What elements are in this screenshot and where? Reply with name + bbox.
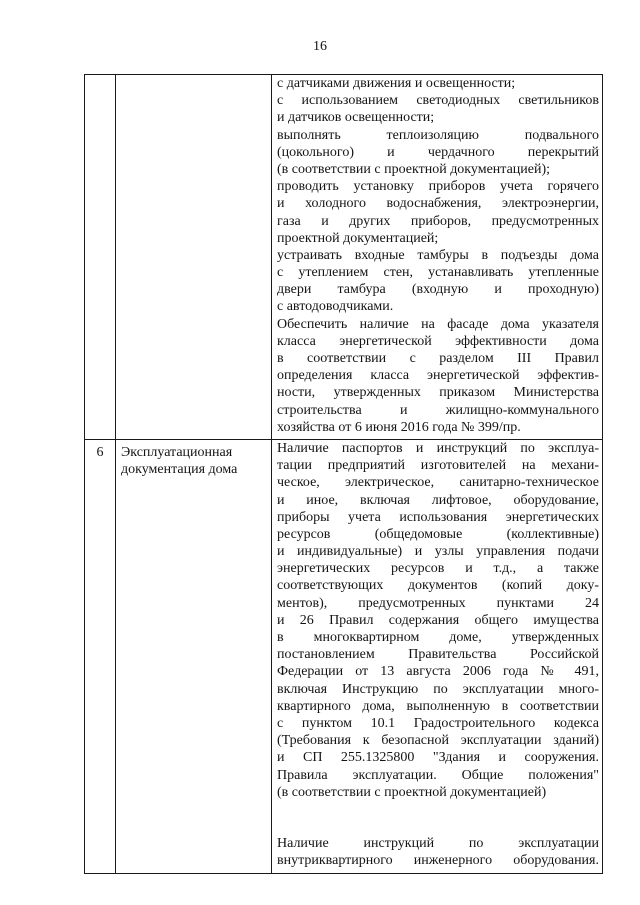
content-line: приборы учета использования энергетических bbox=[277, 509, 599, 525]
content-line: строительства и жилищно-коммунального bbox=[277, 402, 599, 418]
content-line: и СП 255.1325800 "Здания и сооружения. bbox=[277, 750, 599, 766]
paragraph-spacer bbox=[277, 801, 599, 818]
table-body bbox=[85, 75, 603, 874]
content-line: в соответствии с разделом III Правил bbox=[277, 351, 599, 366]
content-line: с утеплением стен, устанавливать утепленные bbox=[277, 265, 599, 281]
row-title-line: Эксплуатационная bbox=[121, 444, 233, 460]
content-line: Наличие инструкций по эксплуатации bbox=[277, 836, 599, 852]
content-line: ментов), предусмотренных пунктами 24 bbox=[277, 595, 599, 611]
content-line: устраивать входные тамбуры в подъезды дома bbox=[277, 247, 599, 263]
content-line: ческое, электрическое, санитарно-техническое bbox=[277, 475, 599, 491]
content-line: (Требования к безопасной эксплуатации зданий) bbox=[277, 733, 599, 749]
content-line: Федерации от 13 августа 2006 года № 491, bbox=[277, 664, 599, 680]
content-line: и холодного водоснабжения, электроэнергии, bbox=[277, 196, 599, 212]
content-line: проводить установку приборов учета горячего bbox=[277, 179, 599, 195]
table-row bbox=[85, 439, 603, 873]
row-number: 6 bbox=[96, 444, 104, 460]
content-line: с датчиками движения и освещенности; bbox=[277, 76, 516, 91]
content-line: в многоквартирном доме, утвержденных bbox=[277, 630, 599, 645]
content-line: ресурсов (общедомовые (коллективные) bbox=[277, 526, 599, 542]
content-line: и датчиков освещенности; bbox=[277, 110, 435, 126]
content-line: постановлением Правительства Российской bbox=[277, 647, 599, 663]
content-line: ности, утвержденных приказом Министерства bbox=[277, 385, 599, 401]
requirements-table bbox=[84, 74, 603, 874]
row-title-cell bbox=[116, 75, 272, 440]
content-line: и иное, включая лифтовое, оборудование, bbox=[277, 492, 599, 508]
content-line: и 26 Правил содержания общего имущества bbox=[277, 612, 599, 628]
content-paragraph bbox=[277, 440, 599, 801]
row-number-cell bbox=[85, 439, 116, 873]
content-line: проектной документацией; bbox=[277, 230, 439, 246]
content-line: и индивидуальные) и узлы управления подачи bbox=[277, 544, 599, 560]
row-title-line: документация дома bbox=[121, 462, 238, 478]
content-line: (в соответствии с проектной документацией); bbox=[277, 161, 551, 177]
content-paragraph bbox=[277, 835, 599, 869]
content-line: с использованием светодиодных светильников bbox=[277, 93, 599, 109]
content-line: тации предприятий изготовителей на механи- bbox=[277, 458, 599, 474]
content-line: Правила эксплуатации. Общие положения" bbox=[277, 767, 599, 783]
content-line: энергетических ресурсов и т.д., а также bbox=[277, 561, 599, 577]
content-line: внутриквартирного инженерного оборудования. bbox=[277, 853, 599, 869]
page-number: 16 bbox=[313, 39, 327, 54]
content-line: квартирного дома, выполненную в соответствии bbox=[277, 698, 599, 714]
content-line: двери тамбура (входную и проходную) bbox=[277, 282, 599, 298]
content-line: (цокольного) и чердачного перекрытий bbox=[277, 144, 599, 160]
content-line: Наличие паспортов и инструкций по эксплуа- bbox=[277, 440, 599, 456]
content-line: хозяйства от 6 июня 2016 года № 399/пр. bbox=[277, 419, 521, 435]
row-number-cell bbox=[85, 75, 116, 440]
content-line: выполнять теплоизоляцию подвального bbox=[277, 127, 599, 143]
content-line: соответствующих документов (копий доку- bbox=[277, 578, 599, 594]
content-line: класса энергетической эффективности дома bbox=[277, 333, 599, 349]
content-line: определения класса энергетической эффектив- bbox=[277, 368, 599, 384]
content-line: Обеспечить наличие на фасаде дома указателя bbox=[277, 316, 599, 332]
content-line: с пунктом 10.1 Градостроительного кодекса bbox=[277, 715, 599, 731]
row-content-cell bbox=[272, 75, 603, 440]
content-line: (в соответствии с проектной документацией) bbox=[277, 784, 547, 800]
content-line: включая Инструкцию по эксплуатации много- bbox=[277, 681, 599, 697]
content-line: с автодоводчиками. bbox=[277, 299, 394, 315]
row-content-cell bbox=[272, 439, 603, 873]
table-row bbox=[85, 75, 603, 440]
content-line: газа и других приборов, предусмотренных bbox=[277, 213, 599, 229]
paragraph-spacer bbox=[277, 818, 599, 835]
row-title-cell bbox=[116, 439, 272, 873]
content-paragraph bbox=[277, 75, 599, 436]
